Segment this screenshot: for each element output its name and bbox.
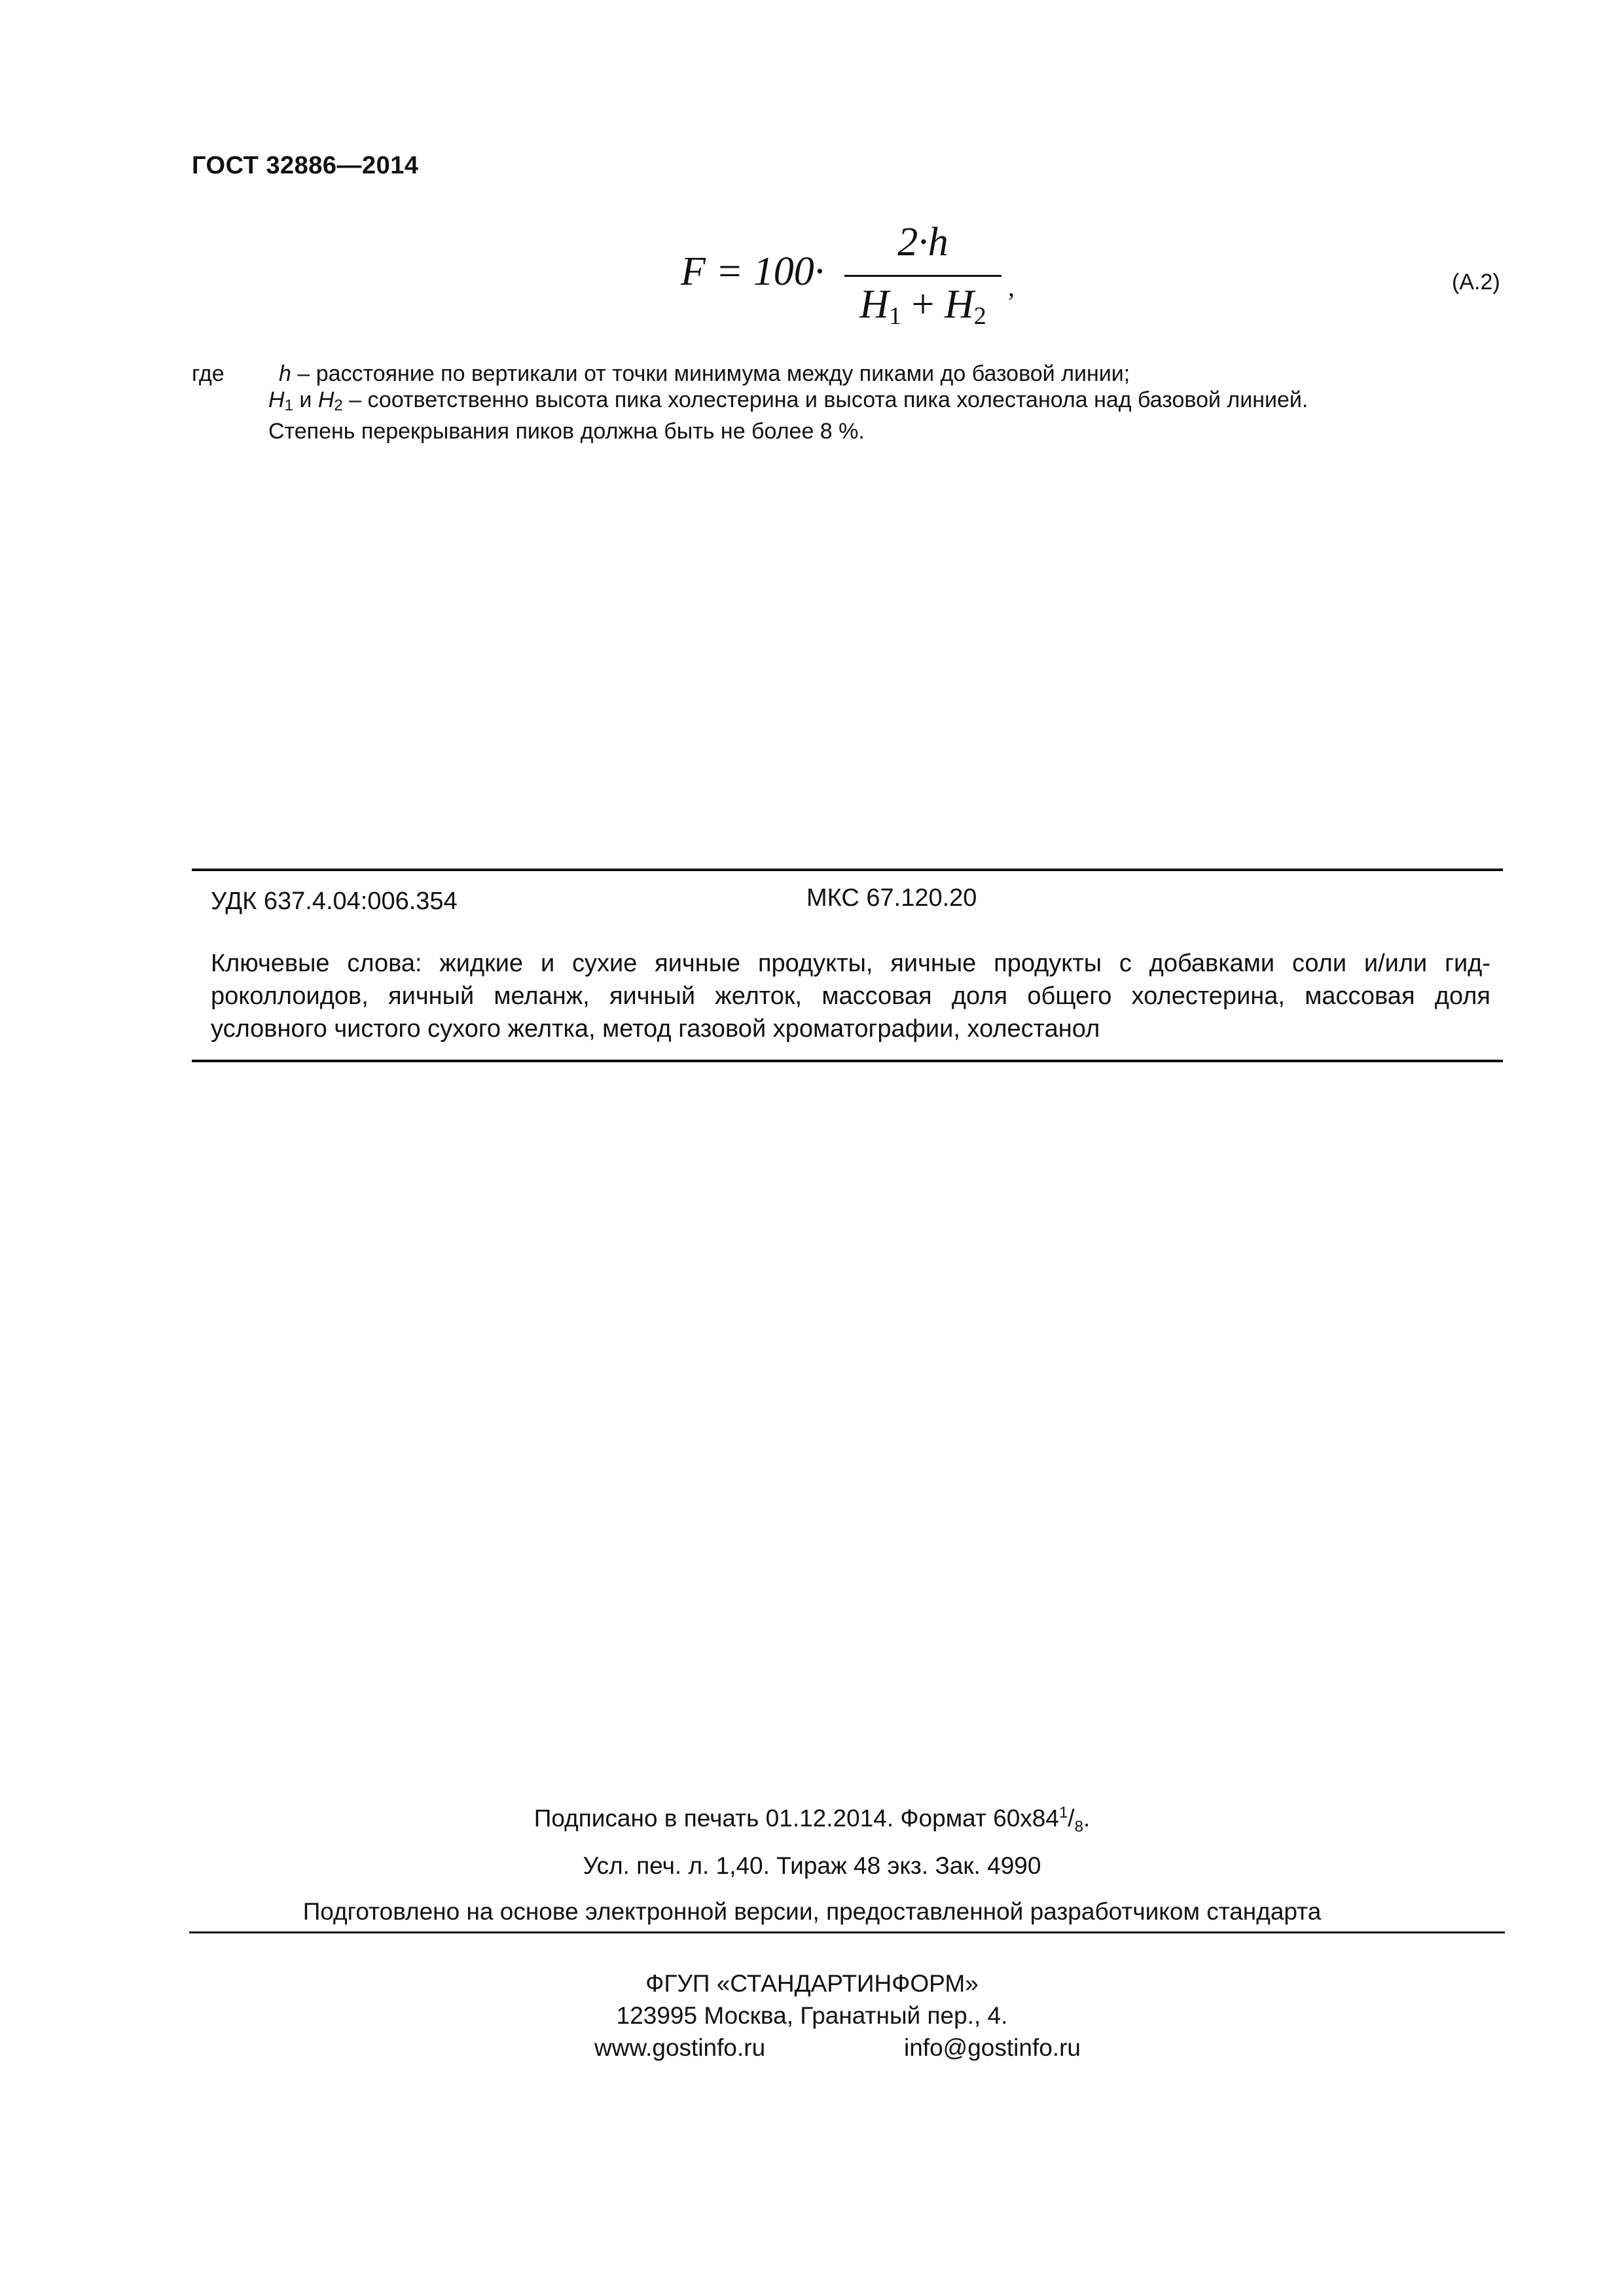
formula-comma: , xyxy=(1008,272,1015,302)
where-label: где xyxy=(192,361,225,386)
definition-h-text: – расстояние по вертикали от точки минимума между пиками до базовой линии; xyxy=(291,361,1130,386)
imprint-signed-text: Подписано в печать 01.12.2014. Формат 60x84 xyxy=(533,1804,1059,1832)
keywords-line-3: условного чистого сухого желтка, метод газовой хроматографии, холестанол xyxy=(211,1015,1100,1043)
format-sub: 8 xyxy=(1074,1818,1083,1836)
imprint-print-info: Усл. печ. л. 1,40. Тираж 48 экз. Зак. 4990 xyxy=(583,1852,1041,1879)
definition-h1-h2 xyxy=(268,387,1308,415)
publisher-address: 123995 Москва, Гранатный пер., 4. xyxy=(616,2002,1008,2029)
formula-denominator xyxy=(844,281,1001,331)
definition-h1-h2-text: – соответственно высота пика холестерина и высота пика холестанола над базовой линией. xyxy=(342,387,1308,412)
format-slash: / xyxy=(1068,1804,1075,1832)
formula-lhs xyxy=(681,249,824,295)
equation-number: (А.2) xyxy=(1452,270,1500,295)
imprint-prepared: Подготовлено на основе электронной версии, предоставленной разработчиком стандарта xyxy=(302,1898,1322,1925)
denominator-h1: H xyxy=(859,282,890,327)
denominator-sub1: 1 xyxy=(889,302,902,330)
publisher-website[interactable]: www.gostinfo.ru xyxy=(594,2034,766,2061)
formula-lhs-text: F = 100· xyxy=(681,249,825,294)
formula-numerator-text: 2·h xyxy=(897,220,948,264)
denominator-plus: + xyxy=(901,282,945,327)
definition-h xyxy=(279,361,1130,387)
definition-h2-sub: 2 xyxy=(334,397,343,414)
overlap-note: Степень перекрывания пиков должна быть не более 8 %. xyxy=(268,419,865,444)
imprint-signed xyxy=(0,1804,1624,1837)
format-sup: 1 xyxy=(1058,1804,1068,1821)
denominator-sub2: 2 xyxy=(973,302,986,330)
denominator-h2: H xyxy=(944,282,974,327)
definition-h1-sub: 1 xyxy=(284,397,293,414)
fraction-bar xyxy=(844,275,1001,277)
format-end: . xyxy=(1083,1804,1091,1832)
imprint-rule xyxy=(189,1931,1505,1933)
definition-h2-symbol: H xyxy=(317,387,334,412)
definition-h-symbol: h xyxy=(279,361,291,386)
document-header: ГОСТ 32886—2014 xyxy=(192,152,419,179)
definition-h1-symbol: H xyxy=(268,387,285,412)
top-rule xyxy=(192,869,1503,871)
bottom-rule xyxy=(192,1060,1503,1062)
keywords-line-2: роколлоидов, яичный меланж, яичный желток, массовая доля общего холестерина, массовая доля xyxy=(211,982,1490,1010)
udk-code: УДК 637.4.04:006.354 xyxy=(211,888,458,915)
keywords-line-1: Ключевые слова: жидкие и сухие яичные продукты, яичные продукты с добавками соли и/или гид- xyxy=(211,950,1490,977)
publisher-email[interactable]: info@gostinfo.ru xyxy=(904,2034,1081,2061)
keywords xyxy=(211,947,1490,1045)
mks-code: МКС 67.120.20 xyxy=(806,884,977,912)
formula-numerator xyxy=(844,219,1001,266)
publisher-name: ФГУП «СТАНДАРТИНФОРМ» xyxy=(645,1970,979,1997)
definition-and: и xyxy=(293,387,318,412)
